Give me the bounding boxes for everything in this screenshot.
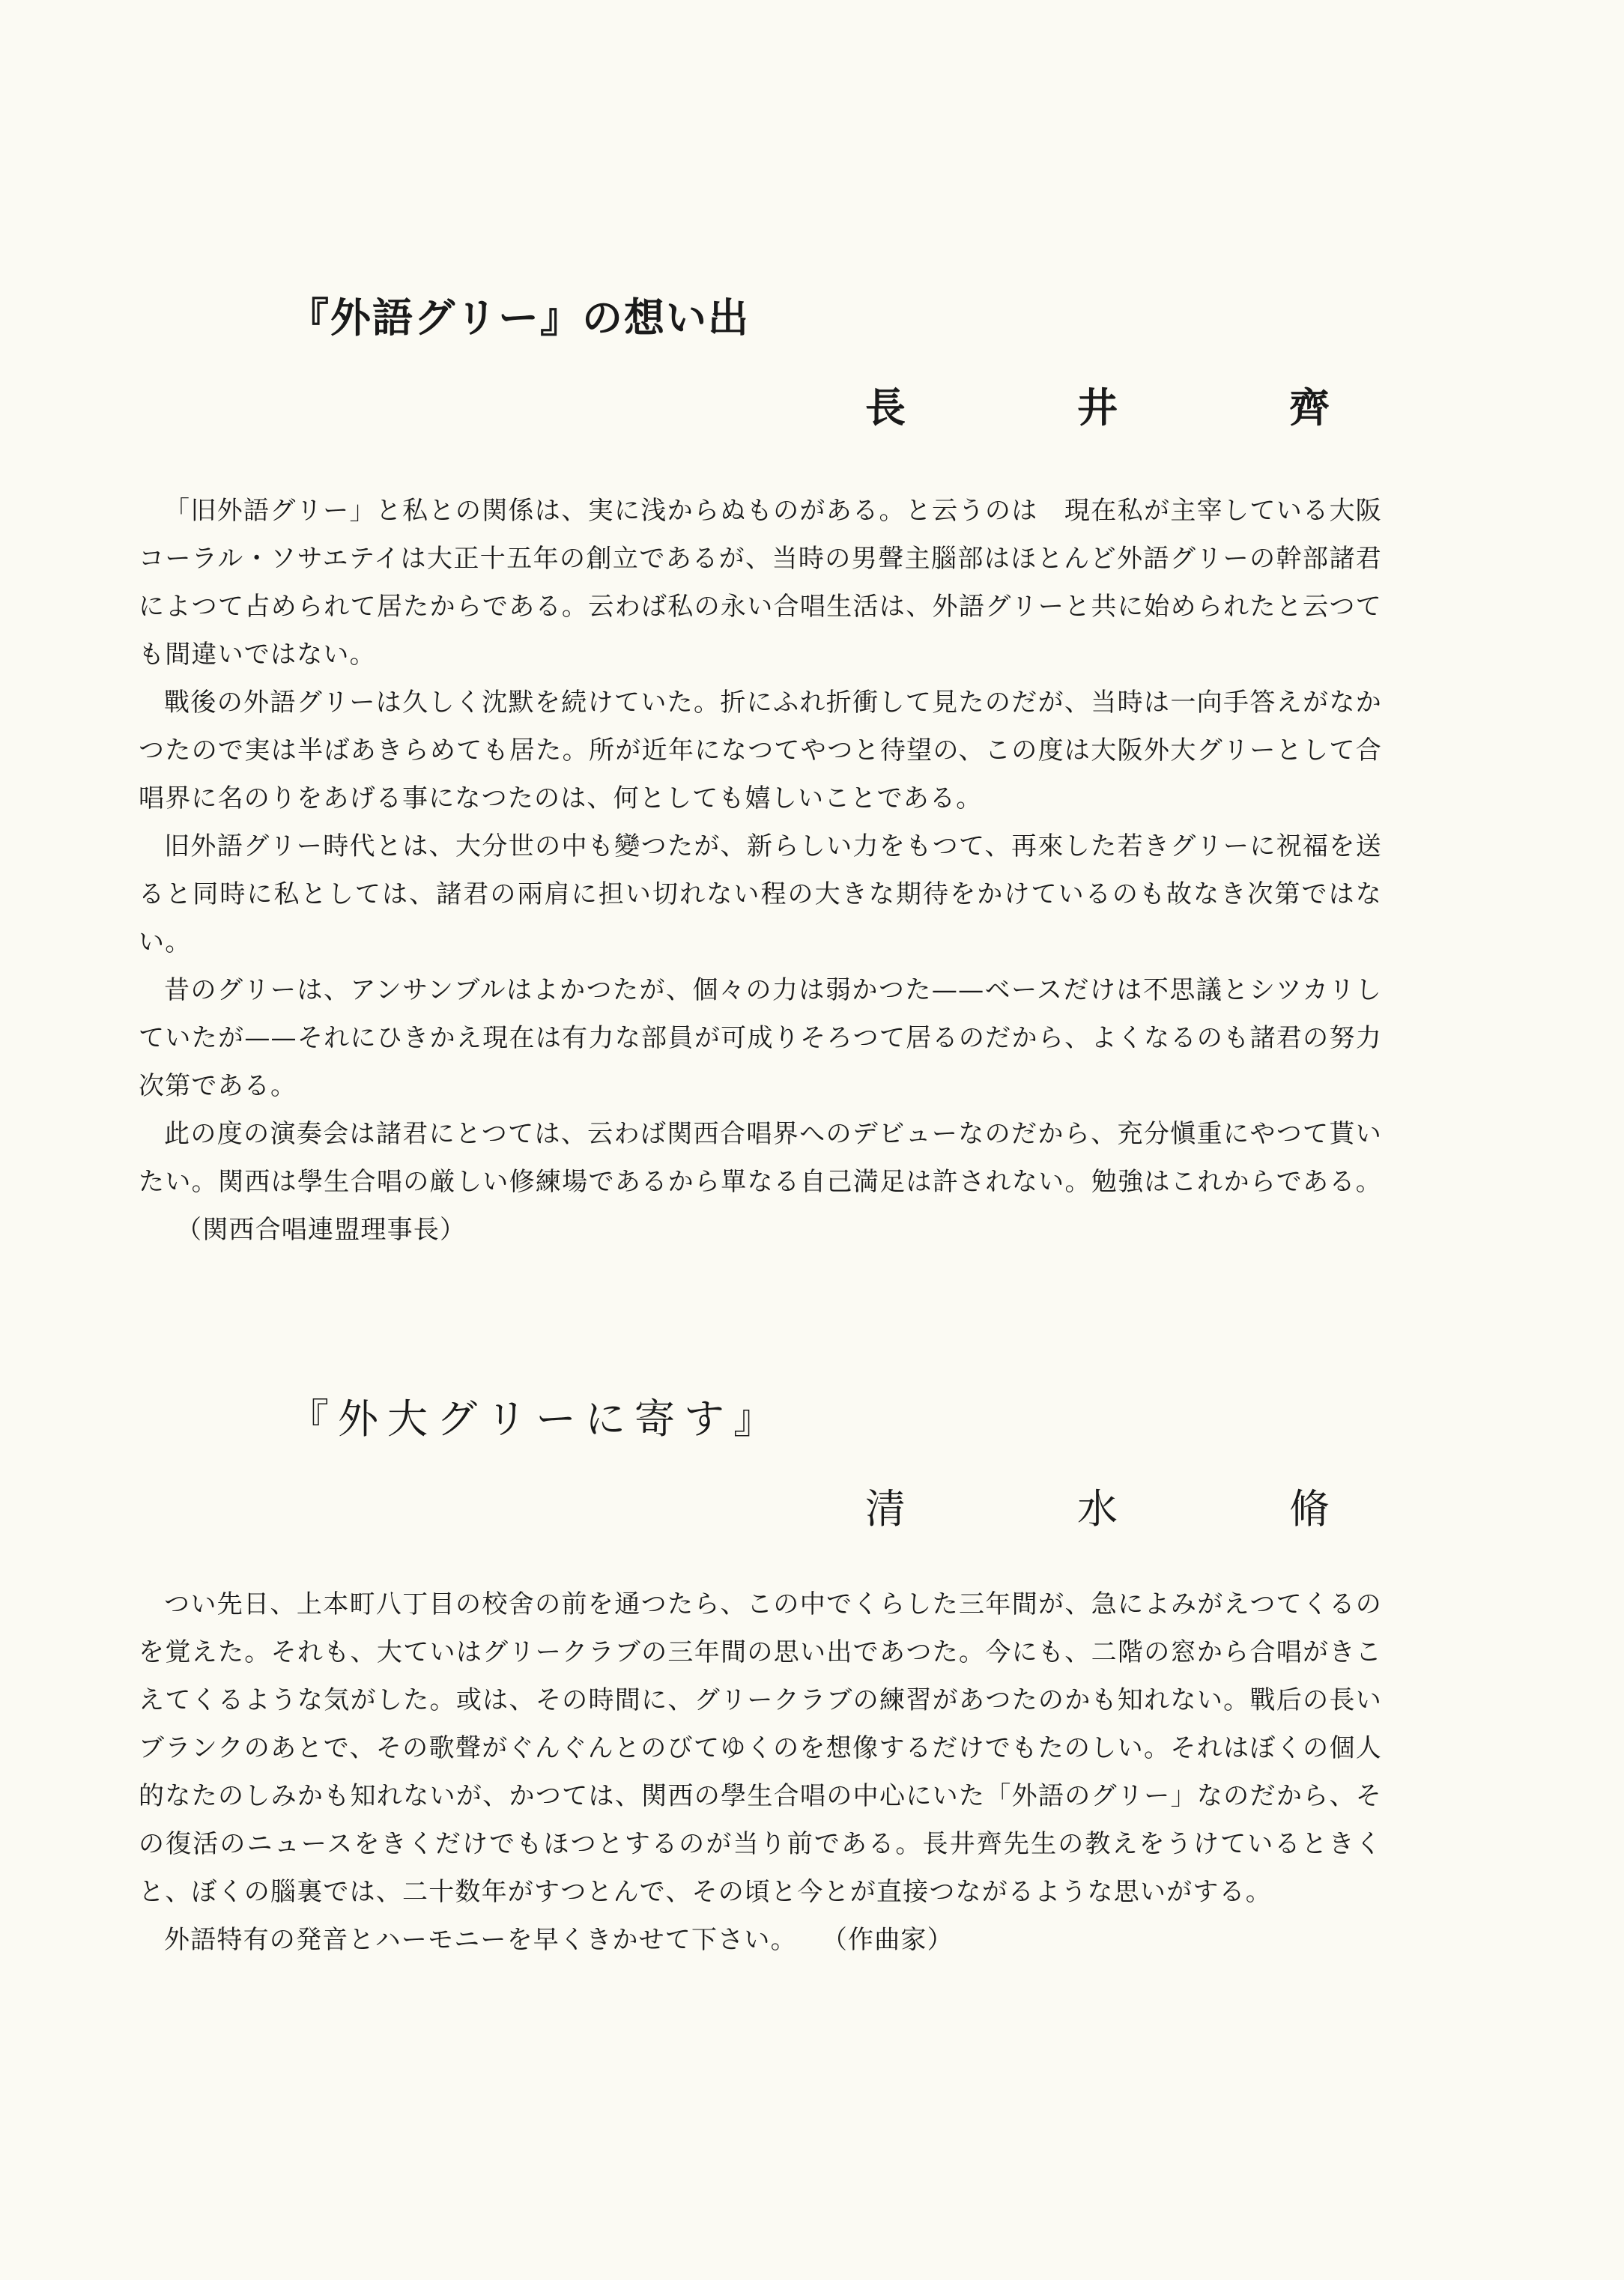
article-title: 『外語グリー』の想い出 (288, 294, 750, 342)
author-name (865, 1483, 1330, 1535)
author-char: 清 (865, 1485, 906, 1532)
article-body (139, 1580, 1382, 1964)
author-name (865, 382, 1330, 434)
paragraph: 「旧外語グリー」と私との関係は、実に浅からぬものがある。と云うのは 現在私が主宰している大阪コーラル・ソサエテイは大正十五年の創立であるが、当時の男聲主腦部はほとんど外語グリーの幹部諸君によつて占められて居たからである。云わば私の永い合唱生活は、外語グリーと共に始められたと云つても間違いではない。 (139, 496, 1382, 670)
article-gaigo-glee-memories (139, 288, 1382, 1254)
paragraph (139, 1916, 1382, 1964)
paragraph-text: 外語特有の発音とハーモニーを早くきかせて下さい。 (164, 1925, 797, 1955)
author-affiliation: （関西合唱連盟理事長） (176, 1215, 467, 1245)
author-char: 水 (1077, 1485, 1118, 1532)
paragraph (139, 1110, 1382, 1254)
article-title: 『外大グリーに寄す』 (288, 1395, 783, 1443)
author-affiliation: （作曲家） (834, 1925, 954, 1955)
article-to-gaidai-glee (139, 1389, 1382, 1964)
author-char: 井 (1077, 384, 1118, 431)
paragraph: 戰後の外語グリーは久しく沈默を続けていた。折にふれ折衝して見たのだが、当時は一向手答えがなかつたので実は半ばあきらめても居た。所が近年になつてやつと待望の、この度は大阪外大グリーとして合唱界に名のりをあげる事になつたのは、何としても嬉しいことである。 (139, 688, 1382, 813)
article-body (139, 487, 1382, 1254)
author-char: 長 (865, 384, 906, 431)
paragraph: 昔のグリーは、アンサンブルはよかつたが、個々の力は弱かつた——ベースだけは不思議とシツカリしていたが——それにひきかえ現在は有力な部員が可成りそろつて居るのだから、よくなるのも諸君の努力次第である。 (139, 975, 1382, 1101)
paragraph: つい先日、上本町八丁目の校舍の前を通つたら、この中でくらした三年間が、急によみがえつてくるのを覚えた。それも、大ていはグリークラブの三年間の思い出であつた。今にも、二階の窓から合唱がきこえてくるような気がした。或は、その時間に、グリークラブの練習があつたのかも知れない。戰后の長いブランクのあとで、その歌聲がぐんぐんとのびてゆくのを想像するだけでもたのしい。それはぼくの個人的なたのしみかも知れないが、かつては、関西の學生合唱の中心にいた「外語のグリー」なのだから、その復活のニュースをきくだけでもほつとするのが当り前である。長井齊先生の教えをうけているときくと、ぼくの腦裏では、二十数年がすつとんで、その頃と今とが直接つながるような思いがする。 (139, 1589, 1382, 1907)
paragraph: 旧外語グリー時代とは、大分世の中も變つたが、新らしい力をもつて、再來した若きグリーに祝福を送ると同時に私としては、諸君の兩肩に担い切れない程の大きな期待をかけているのも故なき次第ではない。 (139, 831, 1382, 957)
author-char: 齊 (1289, 384, 1330, 431)
author-char: 脩 (1289, 1485, 1330, 1532)
paragraph-text: 此の度の演奏会は諸君にとつては、云わば関西合唱界へのデビューなのだから、充分愼重にやつて貰いたい。関西は學生合唱の厳しい修練場であるから單なる自己満足は許されない。勉強はこれからである。 (139, 1119, 1382, 1197)
